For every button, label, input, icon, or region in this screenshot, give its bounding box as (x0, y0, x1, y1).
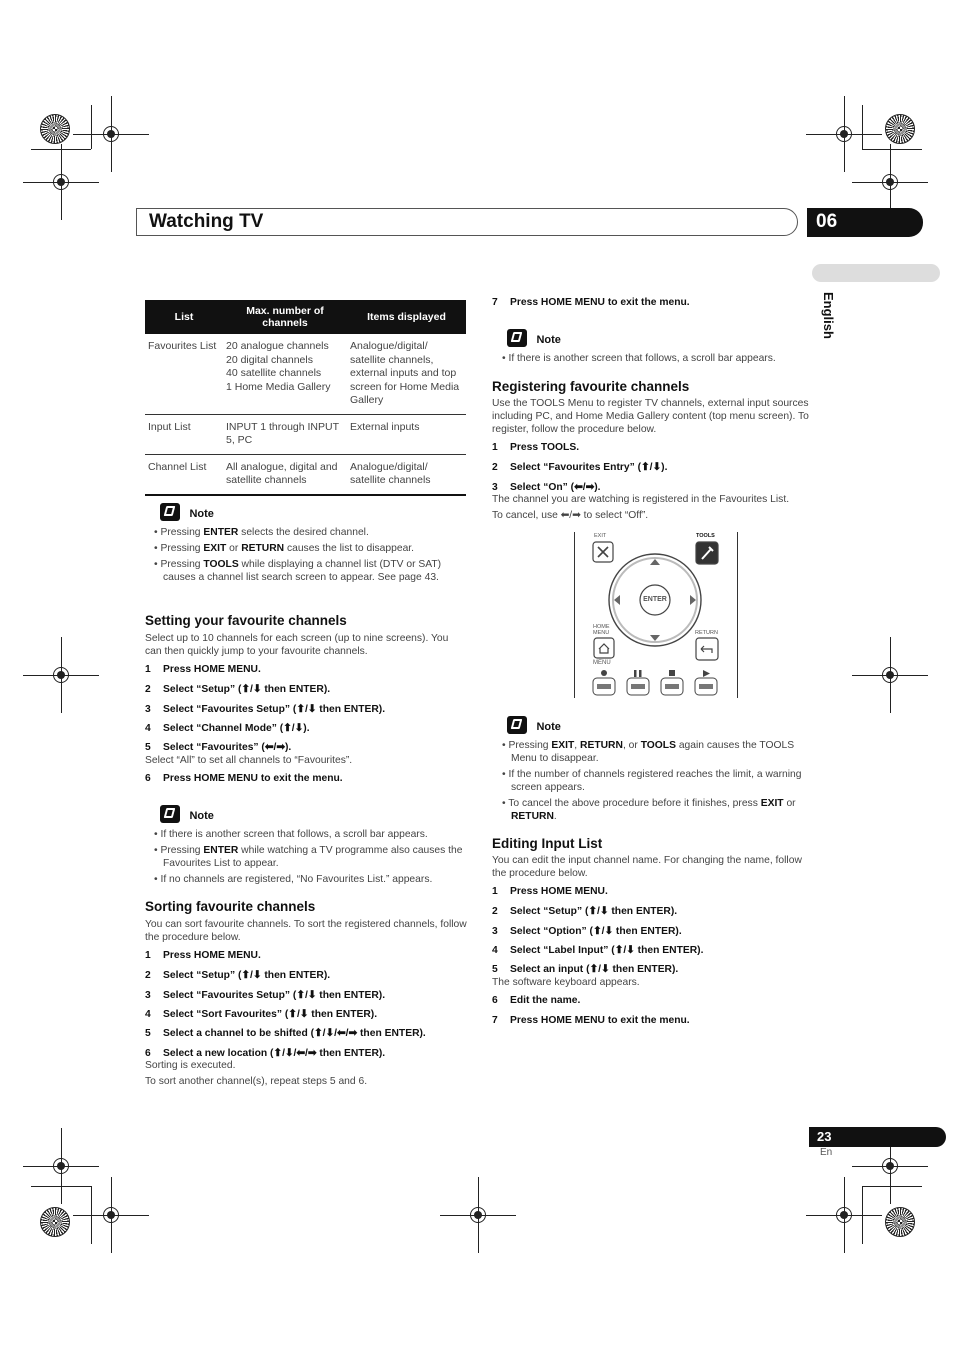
step-number: 1 (492, 442, 498, 453)
registration-dot (57, 671, 65, 679)
tools-label: TOOLS (696, 533, 715, 539)
step-number: 2 (492, 906, 498, 918)
step-item (492, 481, 601, 493)
note-bullet: • To cancel the above procedure before it finishes, press EXIT or RETURN. (502, 798, 796, 822)
step-text: Press HOME MENU. (510, 886, 608, 897)
note-bullet: • Pressing EXIT, RETURN, or TOOLS again causes the TOOLS Menu to disappear. (502, 740, 795, 764)
table-row (145, 454, 466, 495)
step-item (492, 963, 678, 975)
note-label: Note (536, 334, 561, 346)
step-item (145, 989, 385, 1001)
registration-dot (886, 671, 894, 679)
note-bullet: • If the number of channels registered reaches the limit, a warning screen appears. (502, 769, 802, 793)
step-item (145, 773, 343, 784)
crop-line (91, 105, 92, 149)
remote-control-illustration (574, 532, 738, 698)
section-intro: Use the TOOLS Menu to register TV channels, external input sources including PC, and Home Media Gallery content (top menu screen). To register, follow the procedure below. (492, 398, 809, 435)
step-number: 5 (145, 742, 151, 754)
table-cell: INPUT 1 through INPUT 5, PC (223, 414, 347, 454)
step-item (145, 1027, 426, 1039)
table-header: Items displayed (347, 300, 466, 334)
note-list (154, 828, 466, 889)
crop-line (862, 1186, 922, 1187)
note-pencil-icon (507, 716, 527, 734)
table-row (145, 334, 466, 414)
step-number: 1 (145, 950, 151, 961)
step-text: Select “Favourites Setup” (⬆/⬇ then ENTER). (163, 989, 386, 1001)
step-number: 1 (145, 664, 151, 675)
step-item (145, 722, 310, 734)
close-icon (598, 547, 608, 557)
note-bullet: • If no channels are registered, “No Favourites List.” appears. (154, 874, 433, 885)
home-menu-label: HOME MENU (593, 624, 610, 636)
step-text: Select “On” (⬅/➡). (510, 481, 601, 493)
note-heading (507, 329, 561, 352)
crop-line (862, 149, 922, 150)
enter-label: ENTER (643, 596, 667, 603)
step-item (492, 944, 703, 956)
step-text: Edit the name. (510, 995, 581, 1006)
home-menu-button-shape (594, 638, 614, 658)
table-row (145, 414, 466, 454)
home-icon (599, 644, 609, 653)
note-list (502, 352, 820, 368)
step-text: Press HOME MENU to exit the menu. (510, 1015, 690, 1026)
table-cell: Analogue/digital/ satellite channels, external inputs and top screen for Home Media Gallery (347, 334, 466, 414)
step-text: Select an input (⬆/⬇ then ENTER). (510, 964, 679, 976)
step-item (145, 683, 330, 695)
note-list (502, 739, 820, 826)
crop-line (31, 1186, 91, 1187)
step-number: 6 (145, 773, 151, 784)
step-number: 4 (145, 1008, 151, 1020)
language-tab (812, 264, 940, 282)
language-label: English (821, 292, 836, 339)
step-item (145, 950, 261, 961)
step-text: Select “Setup” (⬆/⬇ then ENTER). (163, 970, 331, 982)
arrow-down-icon (650, 635, 660, 641)
note-heading (160, 805, 214, 828)
step-number: 3 (492, 925, 498, 937)
step-text: Select “Favourites Entry” (⬆/⬇). (510, 462, 668, 474)
section-intro: You can sort favourite channels. To sort the registered channels, follow the procedure below. (145, 919, 467, 943)
arrow-right-icon (690, 595, 696, 605)
step-text: Select “Setup” (⬆/⬇ then ENTER). (510, 906, 678, 918)
section-heading: Registering favourite channels (492, 379, 690, 394)
note-pencil-icon (507, 329, 527, 347)
section-heading: Editing Input List (492, 836, 603, 851)
crop-line (91, 1186, 92, 1244)
registration-dot (474, 1211, 482, 1219)
language-code: En (820, 1147, 833, 1158)
step-number: 4 (492, 944, 498, 956)
color-target-icon (40, 114, 70, 144)
section-heading: Setting your favourite channels (145, 613, 347, 628)
step-text: Press HOME MENU. (163, 950, 261, 961)
step-number: 1 (492, 886, 498, 897)
note-label: Note (189, 810, 214, 822)
step-note: The channel you are watching is registered in the Favourites List. (492, 494, 790, 505)
registration-dot (840, 130, 848, 138)
step-item (492, 297, 690, 308)
step-item (145, 1047, 385, 1059)
step-number: 2 (145, 684, 151, 696)
step-number: 6 (145, 1047, 151, 1059)
note-heading (160, 503, 214, 526)
step-number: 5 (492, 964, 498, 976)
color-target-icon (40, 1207, 70, 1237)
chapter-title-bar (136, 208, 798, 236)
table-cell: External inputs (347, 414, 466, 454)
note-pencil-icon (160, 805, 180, 823)
section-heading: Sorting favourite channels (145, 899, 316, 914)
note-bullet: • If there is another screen that follows, a scroll bar appears. (502, 353, 776, 364)
table-cell: All analogue, digital and satellite channels (223, 454, 347, 495)
registration-dot (840, 1211, 848, 1219)
stop-icon (669, 670, 675, 676)
page-title: Watching TV (149, 211, 264, 232)
note-bullet: • Pressing TOOLS while displaying a channel list (DTV or SAT) causes a channel list search screen to appear. See page 43. (154, 559, 442, 583)
step-number: 5 (145, 1028, 151, 1040)
pause-icon (634, 670, 637, 677)
arrow-left-icon (614, 595, 620, 605)
note-bullet: • Pressing EXIT or RETURN causes the list to disappear. (154, 543, 415, 554)
step-text: Select “Favourites” (⬅/➡). (163, 742, 292, 754)
chapter-number-badge (807, 208, 923, 237)
page-number: 23 (817, 1129, 832, 1144)
step-number: 7 (492, 297, 498, 308)
step-text: Select a channel to be shifted (⬆/⬇/⬅/➡ then ENTER). (163, 1028, 426, 1040)
step-text: Select “Label Input” (⬆/⬇ then ENTER). (510, 944, 704, 956)
crop-line (31, 149, 91, 150)
note-list (154, 526, 466, 587)
exit-label: EXIT (594, 533, 607, 539)
step-note: The software keyboard appears. (492, 977, 640, 988)
note-bullet: • Pressing ENTER selects the desired channel. (154, 527, 369, 538)
step-text: Select “Channel Mode” (⬆/⬇). (163, 722, 310, 734)
note-heading (507, 716, 561, 739)
note-pencil-icon (160, 503, 180, 521)
step-text: Select a new location (⬆/⬇/⬅/➡ then ENTER). (163, 1047, 386, 1059)
table-header: Max. number of channels (223, 300, 347, 334)
step-item (492, 1015, 690, 1026)
section-intro: Select up to 10 channels for each screen (up to nine screens). You can then quickly jump to your favourite channels. (145, 633, 449, 657)
table-cell: Channel List (145, 454, 223, 495)
table-cell: Input List (145, 414, 223, 454)
step-item (492, 995, 580, 1006)
arrow-up-icon (650, 559, 660, 565)
step-item (145, 969, 330, 981)
chapter-number: 06 (816, 211, 838, 232)
step-number: 7 (492, 1015, 498, 1026)
step-item (145, 703, 385, 715)
record-icon (601, 670, 607, 676)
page-number-badge (809, 1127, 946, 1147)
color-target-icon (885, 114, 915, 144)
step-text: Select “Option” (⬆/⬇ then ENTER). (510, 925, 682, 937)
registration-dot (57, 1162, 65, 1170)
step-number: 2 (145, 970, 151, 982)
step-item (492, 461, 667, 473)
note-bullet: • If there is another screen that follows, a scroll bar appears. (154, 829, 428, 840)
step-number: 3 (145, 989, 151, 1001)
table-cell: Analogue/digital/ satellite channels (347, 454, 466, 495)
step-item (492, 925, 682, 937)
step-item (492, 905, 677, 917)
note-bullet: • Pressing ENTER while watching a TV programme also causes the Favourites List to appear. (154, 845, 463, 869)
registration-dot (107, 130, 115, 138)
step-number: 3 (492, 481, 498, 493)
step-number: 2 (492, 462, 498, 474)
step-note: Select “All” to set all channels to “Favourites”. (145, 755, 353, 766)
menu-label: MENU (593, 660, 611, 666)
color-target-icon (885, 1207, 915, 1237)
step-item (492, 442, 579, 453)
return-label: RETURN (695, 630, 718, 636)
return-arrow-icon (701, 646, 712, 653)
step-text: Select “Sort Favourites” (⬆/⬇ then ENTER). (163, 1008, 378, 1020)
step-item (492, 886, 608, 897)
table-header: List (145, 300, 223, 334)
crop-line (862, 105, 863, 149)
section-intro: You can edit the input channel name. For changing the name, follow the procedure below. (492, 855, 802, 879)
crop-line (862, 1186, 863, 1244)
step-number: 4 (145, 722, 151, 734)
step-text: Select “Favourites Setup” (⬆/⬇ then ENTER). (163, 703, 386, 715)
step-text: Press HOME MENU to exit the menu. (510, 297, 690, 308)
step-note: To cancel, use ⬅/➡ to select “Off”. (492, 510, 649, 521)
registration-dot (107, 1211, 115, 1219)
step-note: To sort another channel(s), repeat steps 5 and 6. (145, 1076, 368, 1087)
step-number: 6 (492, 995, 498, 1006)
step-text: Select “Setup” (⬆/⬇ then ENTER). (163, 684, 331, 696)
registration-dot (886, 1162, 894, 1170)
table-header-row (145, 300, 466, 334)
channel-list-table (145, 300, 466, 496)
step-number: 3 (145, 703, 151, 715)
registration-dot (57, 178, 65, 186)
step-item (145, 664, 261, 675)
step-item (145, 1008, 377, 1020)
step-item (145, 741, 291, 753)
step-text: Press HOME MENU. (163, 664, 261, 675)
registration-dot (886, 178, 894, 186)
table-cell: Favourites List (145, 334, 223, 414)
step-text: Press HOME MENU to exit the menu. (163, 773, 343, 784)
table-cell: 20 analogue channels 20 digital channels 40 satellite channels 1 Home Media Gallery (223, 334, 347, 414)
note-label: Note (536, 721, 561, 733)
play-icon (703, 670, 710, 677)
step-text: Press TOOLS. (510, 442, 580, 453)
note-label: Note (189, 508, 214, 520)
step-note: Sorting is executed. (145, 1060, 236, 1071)
